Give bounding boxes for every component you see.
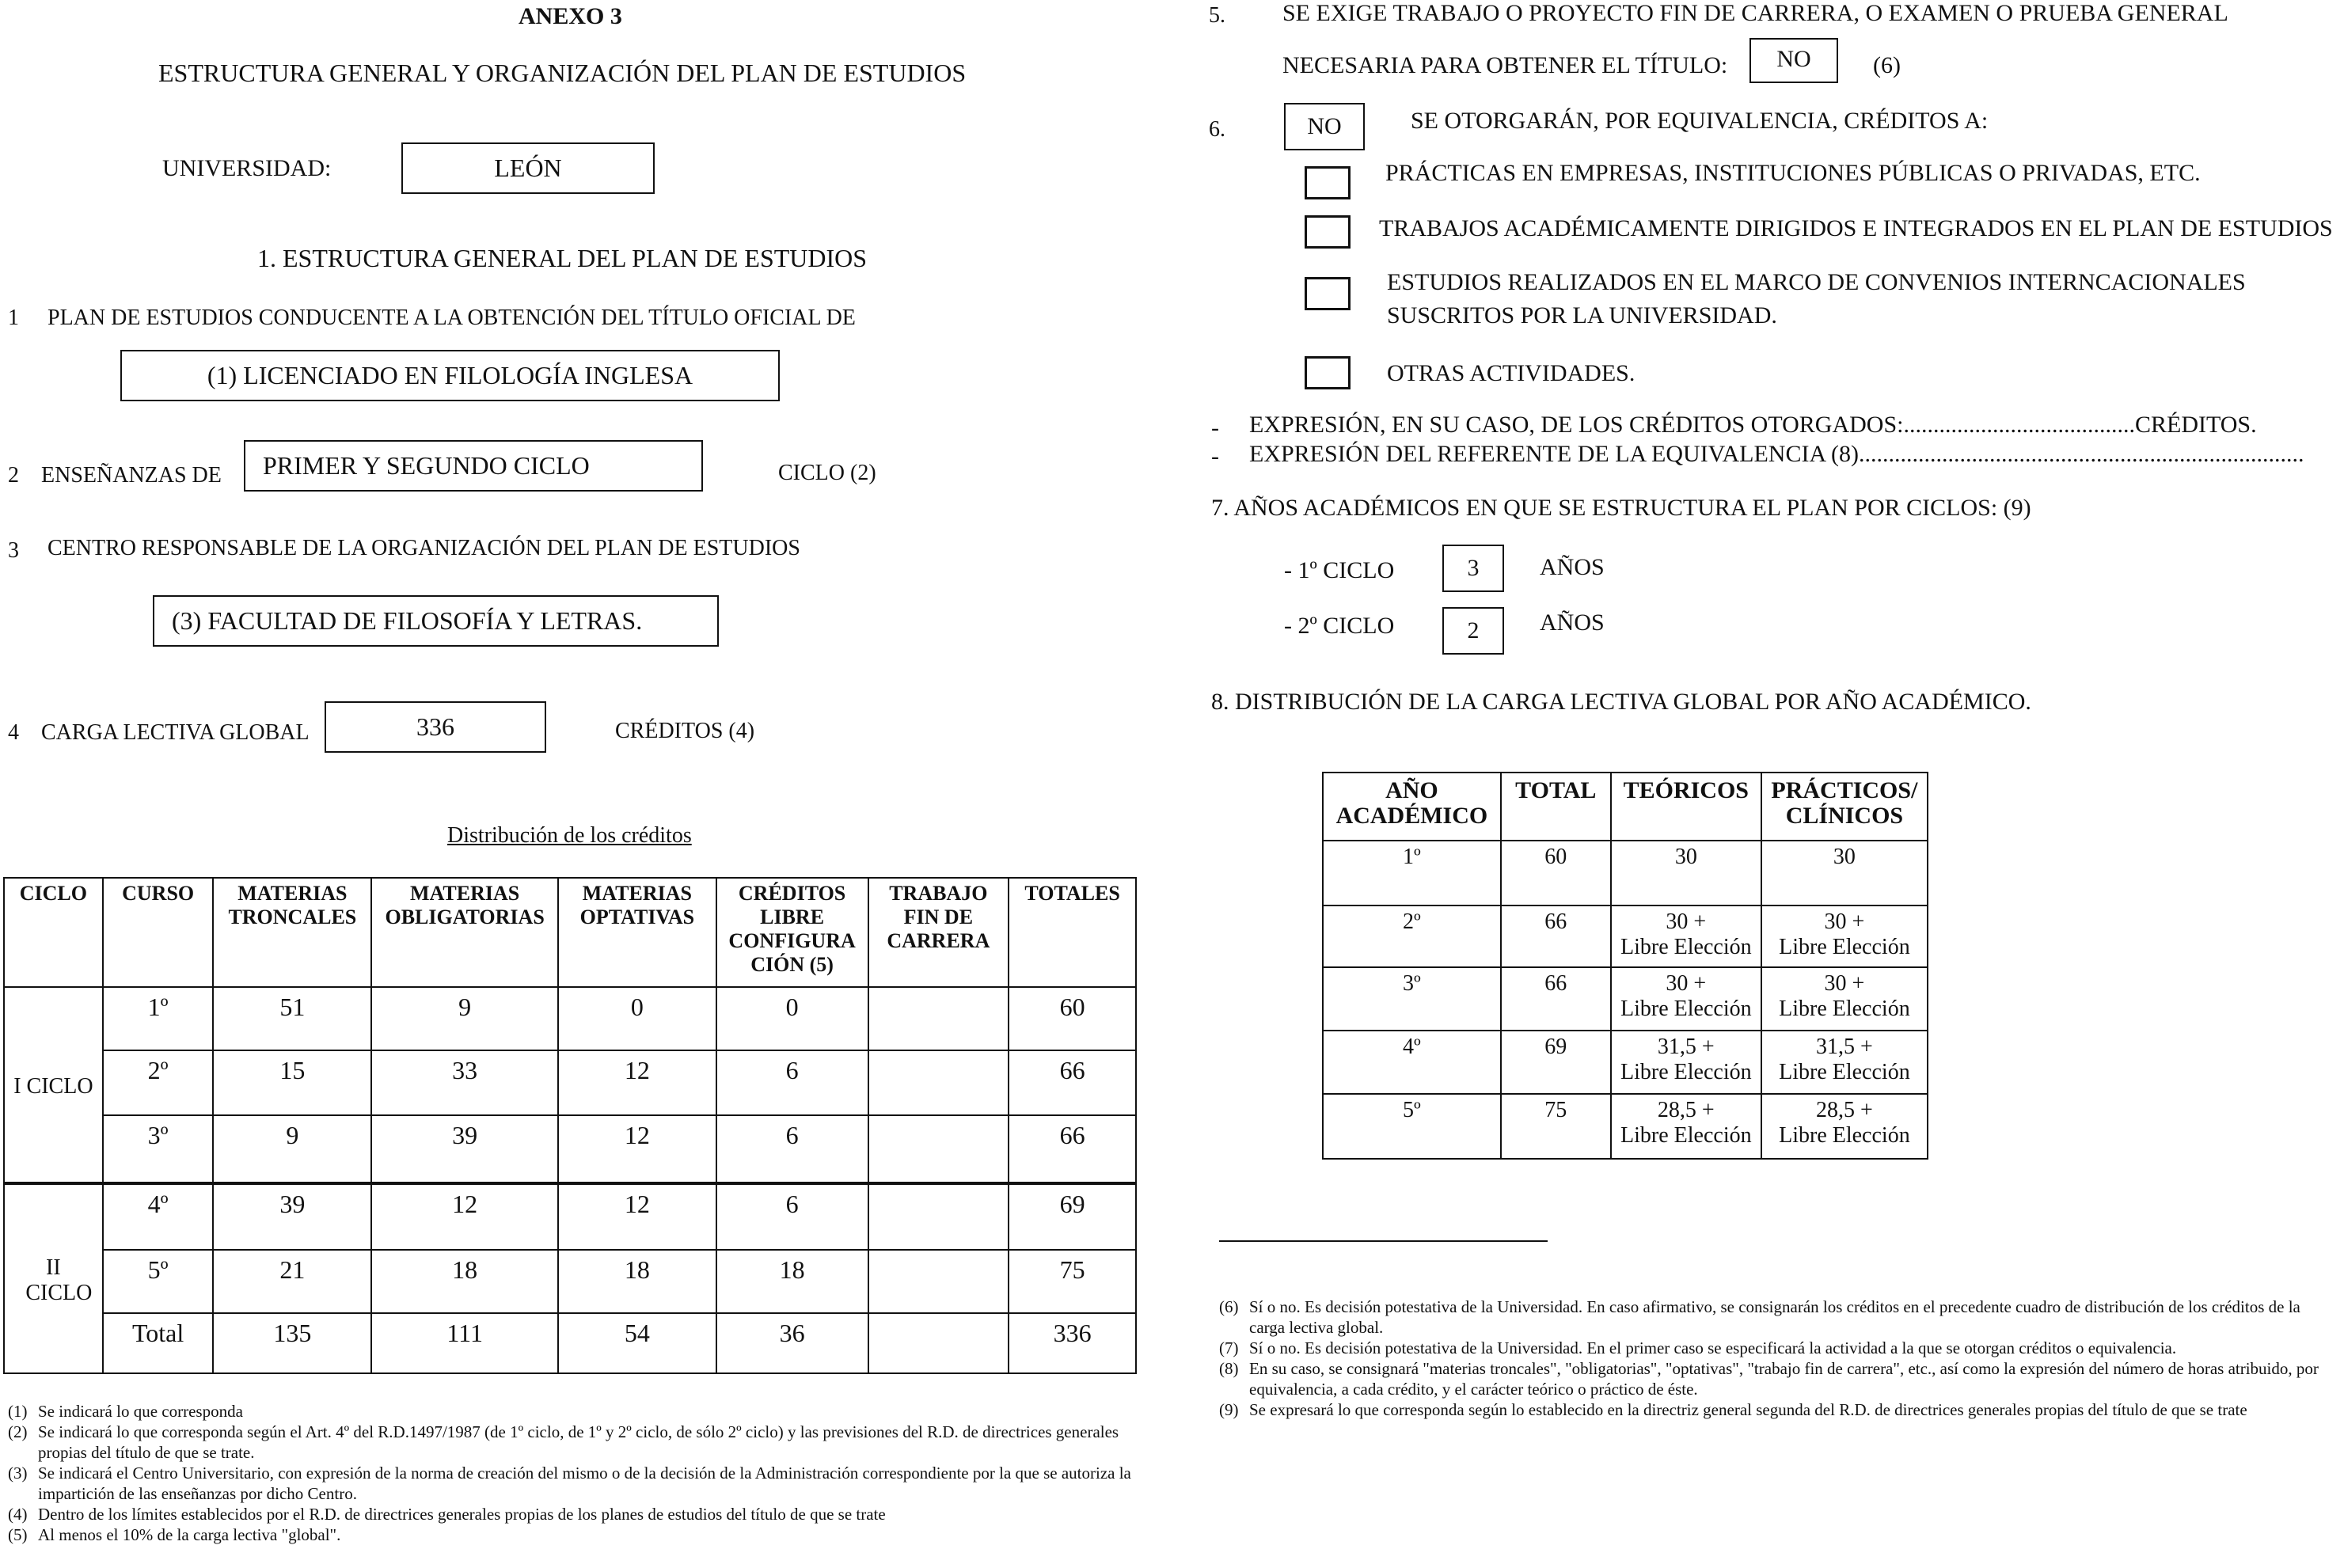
table-cell: 60	[1501, 841, 1611, 905]
table-cell	[1761, 1031, 1928, 1094]
cell-line: 28,5 +	[1657, 1098, 1715, 1122]
footnote: (8) En su caso, se consignará "materias troncales", "obligatorias", "optativas", "trabajo fin de carrera", etc., así como la expresión del número de horas atribuido, por equivalencia, a cada crédito, y el carácter teórico o práctico de éste.	[1219, 1359, 2319, 1399]
cell-line: Libre Elección	[1620, 1060, 1752, 1084]
section1-heading: 1. ESTRUCTURA GENERAL DEL PLAN DE ESTUDIOS	[257, 244, 868, 272]
table-row	[1323, 841, 1928, 905]
footnote-separator	[1219, 1240, 1548, 1242]
table-cell: 0	[716, 987, 868, 1050]
table-cell	[868, 1115, 1009, 1183]
table-cell	[1761, 967, 1928, 1031]
table-row	[1323, 1094, 1928, 1159]
equivalence-value: NO	[1307, 113, 1342, 139]
section5-line1: SE EXIGE TRABAJO O PROYECTO FIN DE CARRERA, O EXAMEN O PRUEBA GENERAL	[1282, 0, 2228, 26]
annual-header-row	[1323, 773, 1928, 841]
table-cell: 4º	[1323, 1031, 1501, 1094]
cell-line: Libre Elección	[1779, 935, 1910, 959]
option-trabajos-academicos: TRABAJOS ACADÉMICAMENTE DIRIGIDOS E INTEGRADOS EN EL PLAN DE ESTUDIOS	[1379, 215, 2333, 241]
cell-line: 30	[1833, 845, 1856, 869]
option-otras: OTRAS ACTIVIDADES.	[1387, 360, 1635, 386]
checkbox-practicas[interactable]	[1305, 166, 1351, 199]
cycle-2-cell	[4, 1183, 103, 1373]
table-cell	[868, 1250, 1009, 1313]
cell-line: Libre Elección	[1620, 935, 1752, 959]
table-cell: 75	[1009, 1250, 1136, 1313]
header-curso: CURSO	[103, 878, 214, 987]
cycle2-years-value: 2	[1467, 617, 1480, 644]
table-cell: 135	[213, 1313, 371, 1373]
footnote: (9) Se expresará lo que corresponda según lo establecido en la directriz general segunda del R.D. de directrices generales propias del título de que se trate	[1219, 1400, 2247, 1419]
page-title: ESTRUCTURA GENERAL Y ORGANIZACIÓN DEL PLAN DE ESTUDIOS	[158, 59, 967, 87]
cycle2-years-box	[1442, 607, 1504, 655]
table-cell: 60	[1009, 987, 1136, 1050]
table-row	[1323, 1031, 1928, 1094]
final-project-value: NO	[1776, 46, 1811, 72]
header-obligatorias: MATERIAS OBLIGATORIAS	[371, 878, 558, 987]
table-cell: 69	[1009, 1183, 1136, 1250]
table-cell	[868, 987, 1009, 1050]
cell-line: 28,5 +	[1816, 1098, 1873, 1122]
expression2-dash: -	[1211, 443, 1219, 469]
table-cell: 33	[371, 1050, 558, 1115]
item3-label: CENTRO RESPONSABLE DE LA ORGANIZACIÓN DEL PLAN DE ESTUDIOS	[47, 536, 800, 560]
table-cell: 54	[558, 1313, 716, 1373]
table-cell	[1761, 841, 1928, 905]
teaching-cycles-value: PRIMER Y SEGUNDO CICLO	[263, 451, 590, 480]
section6-label: SE OTORGARÁN, POR EQUIVALENCIA, CRÉDITOS A:	[1411, 108, 1989, 134]
cycle1-years-value: 3	[1467, 555, 1480, 581]
item2-label: ENSEÑANZAS DE	[41, 463, 222, 488]
footnote: (5) Al menos el 10% de la carga lectiva "global".	[8, 1525, 341, 1544]
table-cell	[1611, 1094, 1761, 1159]
footnote: (3) Se indicará el Centro Universitario, con expresión de la norma de creación del mismo o de la decisión de la Administración correspondiente por la que se autoriza la impartición de las enseñanzas por dicho Centro.	[8, 1464, 1131, 1503]
table-cell	[868, 1183, 1009, 1250]
university-value: LEÓN	[494, 154, 562, 182]
section5-note: (6)	[1873, 52, 1901, 78]
annual-load-table	[1322, 772, 1928, 1160]
table-cell: 111	[371, 1313, 558, 1373]
table-cell: 18	[716, 1250, 868, 1313]
section6-number: 6.	[1209, 117, 1225, 142]
section7-heading: 7. AÑOS ACADÉMICOS EN QUE SE ESTRUCTURA EL PLAN POR CICLOS: (9)	[1211, 495, 2031, 521]
table-row	[1323, 967, 1928, 1031]
responsible-center-box	[153, 595, 719, 647]
global-load-value: 336	[416, 712, 454, 741]
section5-line2: NECESARIA PARA OBTENER EL TÍTULO:	[1282, 52, 1728, 78]
table-cell: 0	[558, 987, 716, 1050]
footnote: (1) Se indicará lo que corresponda	[8, 1402, 243, 1421]
header-ciclo: CICLO	[4, 878, 103, 987]
item1-label: PLAN DE ESTUDIOS CONDUCENTE A LA OBTENCIÓN DEL TÍTULO OFICIAL DE	[47, 306, 856, 330]
checkbox-otras[interactable]	[1305, 356, 1351, 389]
table-cell: 9	[213, 1115, 371, 1183]
table-cell: 18	[371, 1250, 558, 1313]
section8-heading: 8. DISTRIBUCIÓN DE LA CARGA LECTIVA GLOBAL POR AÑO ACADÉMICO.	[1211, 689, 2031, 715]
equivalence-box	[1284, 103, 1365, 150]
table-row	[4, 1183, 1136, 1250]
expression-equivalence: EXPRESIÓN DEL REFERENTE DE LA EQUIVALENCIA (8)...........................................................................	[1249, 441, 2304, 467]
header-teoricos: TEÓRICOS	[1611, 773, 1761, 841]
item4-suffix: CRÉDITOS (4)	[615, 719, 755, 743]
table-cell: Total	[103, 1313, 214, 1373]
header-practicos: PRÁCTICOS/ CLÍNICOS	[1761, 773, 1928, 841]
table-cell: 18	[558, 1250, 716, 1313]
cell-line: Libre Elección	[1620, 1123, 1752, 1148]
table-cell: 66	[1501, 905, 1611, 967]
table-cell: 36	[716, 1313, 868, 1373]
option-practicas: PRÁCTICAS EN EMPRESAS, INSTITUCIONES PÚBLICAS O PRIVADAS, ETC.	[1385, 160, 2201, 186]
table-cell	[1611, 967, 1761, 1031]
table-cell	[868, 1313, 1009, 1373]
table-cell: 2º	[1323, 905, 1501, 967]
header-totales: TOTALES	[1009, 878, 1136, 987]
cell-line: 30 +	[1666, 971, 1707, 996]
cycle1-years-label: - 1º CICLO	[1284, 557, 1395, 583]
table-cell: 75	[1501, 1094, 1611, 1159]
table-cell: 1º	[103, 987, 214, 1050]
table-cell: 5º	[1323, 1094, 1501, 1159]
header-troncales: MATERIAS TRONCALES	[213, 878, 371, 987]
table-cell: 6	[716, 1115, 868, 1183]
footnote: (6) Sí o no. Es decisión potestativa de la Universidad. En caso afirmativo, se consignarán los créditos en el precedente cuadro de distribución de los créditos de la carga lectiva global.	[1219, 1297, 2300, 1337]
university-value-box	[401, 142, 655, 194]
table-cell: 336	[1009, 1313, 1136, 1373]
cell-line: Libre Elección	[1620, 997, 1752, 1021]
cycle1-years-unit: AÑOS	[1540, 554, 1605, 580]
table-cell: 4º	[103, 1183, 214, 1250]
table-cell: 12	[558, 1183, 716, 1250]
cycle-2-label: II CICLO	[25, 1255, 93, 1305]
degree-title-value: (1) LICENCIADO EN FILOLOGÍA INGLESA	[207, 361, 693, 389]
degree-title-box	[120, 350, 780, 401]
cell-line: 31,5 +	[1816, 1035, 1873, 1059]
table-cell: 69	[1501, 1031, 1611, 1094]
table-row	[4, 1050, 1136, 1115]
table-cell: 2º	[103, 1050, 214, 1115]
credits-distribution-table	[3, 877, 1137, 1374]
expression1-dash: -	[1211, 415, 1219, 441]
footnotes-left	[8, 1401, 1148, 1545]
cell-line: 30 +	[1824, 909, 1865, 934]
table-cell: 39	[371, 1115, 558, 1183]
global-load-box	[325, 701, 546, 753]
cell-line: Libre Elección	[1779, 1123, 1910, 1148]
table-cell: 39	[213, 1183, 371, 1250]
item3-number: 3	[8, 538, 19, 563]
option-convenios-line2: SUSCRITOS POR LA UNIVERSIDAD.	[1387, 302, 1777, 328]
cell-line: 30 +	[1666, 909, 1707, 934]
table-cell	[1761, 1094, 1928, 1159]
item4-number: 4	[8, 720, 19, 745]
header-optativas: MATERIAS OPTATIVAS	[558, 878, 716, 987]
table-row	[4, 987, 1136, 1050]
item2-suffix: CICLO (2)	[778, 461, 876, 485]
cell-line: 30 +	[1824, 971, 1865, 996]
table-cell: 5º	[103, 1250, 214, 1313]
cell-line: Libre Elección	[1779, 997, 1910, 1021]
cycle1-years-box	[1442, 545, 1504, 592]
header-libre-configuracion: CRÉDITOS LIBRE CONFIGURA CIÓN (5)	[716, 878, 868, 987]
cycle-1-cell: I CICLO	[4, 987, 103, 1183]
table-cell: 66	[1009, 1050, 1136, 1115]
table-cell: 6	[716, 1183, 868, 1250]
table-row-total	[4, 1313, 1136, 1373]
header-ano-academico: AÑO ACADÉMICO	[1323, 773, 1501, 841]
table-cell: 12	[558, 1050, 716, 1115]
item2-number: 2	[8, 463, 19, 488]
table-cell: 3º	[1323, 967, 1501, 1031]
table-row	[4, 1250, 1136, 1313]
header-trabajo-fin-carrera: TRABAJO FIN DE CARRERA	[868, 878, 1009, 987]
final-project-box	[1749, 38, 1838, 83]
table-cell: 9	[371, 987, 558, 1050]
table-cell	[1611, 1031, 1761, 1094]
item1-number: 1	[8, 306, 19, 330]
university-label: UNIVERSIDAD:	[162, 155, 332, 181]
footnote: (7) Sí o no. Es decisión potestativa de la Universidad. En el primer caso se especificará la actividad a la que se otorgan créditos o equivalencia.	[1219, 1338, 2177, 1357]
table-cell: 51	[213, 987, 371, 1050]
footnotes-right	[1219, 1297, 2339, 1420]
table-cell: 66	[1501, 967, 1611, 1031]
item4-label: CARGA LECTIVA GLOBAL	[41, 720, 310, 745]
responsible-center-value: (3) FACULTAD DE FILOSOFÍA Y LETRAS.	[172, 606, 643, 635]
cell-line: Libre Elección	[1779, 1060, 1910, 1084]
table-row	[4, 1115, 1136, 1183]
table-cell: 12	[558, 1115, 716, 1183]
credits-table-caption: Distribución de los créditos	[447, 823, 692, 848]
table-cell	[1761, 905, 1928, 967]
annex-title: ANEXO 3	[519, 3, 622, 29]
teaching-cycles-box	[244, 440, 703, 492]
table-cell	[868, 1050, 1009, 1115]
checkbox-trabajos-academicos[interactable]	[1305, 215, 1351, 249]
table-cell: 1º	[1323, 841, 1501, 905]
option-convenios-line1: ESTUDIOS REALIZADOS EN EL MARCO DE CONVENIOS INTERNCACIONALES	[1387, 269, 2246, 295]
cycle2-years-label: - 2º CICLO	[1284, 613, 1395, 639]
cycle2-years-unit: AÑOS	[1540, 609, 1605, 636]
checkbox-convenios[interactable]	[1305, 277, 1351, 310]
expression-credits: EXPRESIÓN, EN SU CASO, DE LOS CRÉDITOS OTORGADOS:.......................................CRÉDITOS.	[1249, 412, 2257, 438]
table-cell: 66	[1009, 1115, 1136, 1183]
table-cell: 12	[371, 1183, 558, 1250]
table-cell	[1611, 905, 1761, 967]
table-cell: 3º	[103, 1115, 214, 1183]
table-cell: 21	[213, 1250, 371, 1313]
section5-number: 5.	[1209, 3, 1225, 28]
table-cell: 15	[213, 1050, 371, 1115]
cell-line: 31,5 +	[1657, 1035, 1715, 1059]
footnote: (4) Dentro de los límites establecidos por el R.D. de directrices generales propias de los planes de estudios del título de que se trate	[8, 1505, 886, 1524]
table-row	[1323, 905, 1928, 967]
footnote: (2) Se indicará lo que corresponda según el Art. 4º del R.D.1497/1987 (de 1º ciclo, de 1º y 2º ciclo, de sólo 2º ciclo) y las previsiones del R.D. de directrices generales propias del título de que se trate.	[8, 1422, 1119, 1462]
cell-line: 30	[1674, 845, 1697, 869]
header-total: TOTAL	[1501, 773, 1611, 841]
credits-header-row	[4, 878, 1136, 987]
table-cell	[1611, 841, 1761, 905]
table-cell: 6	[716, 1050, 868, 1115]
